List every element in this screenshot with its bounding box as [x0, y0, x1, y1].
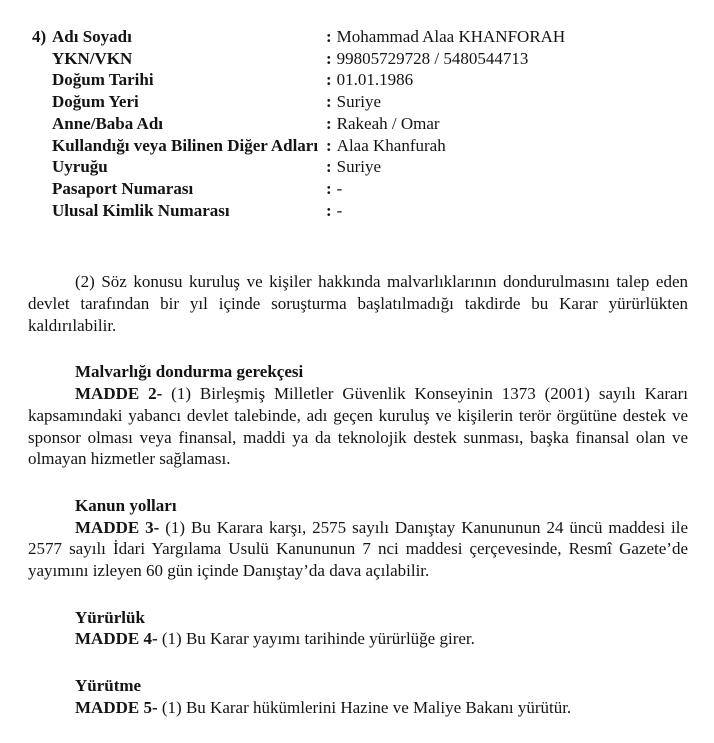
- article-4-label: MADDE 4-: [75, 629, 158, 649]
- field-separator: :: [326, 113, 332, 133]
- record-row-passport: [32, 178, 688, 200]
- field-label-ykn-vkn: YKN/VKN: [52, 48, 133, 68]
- article-4-body: (1) Bu Karar yayımı tarihinde yürürlüğe girer.: [157, 629, 475, 649]
- field-value-birth-date: 01.01.1986: [336, 70, 414, 90]
- field-value-parents: Rakeah / Omar: [336, 113, 440, 133]
- field-label-parents: Anne/Baba Adı: [52, 113, 164, 133]
- record-item-number: 4): [32, 27, 47, 46]
- field-separator: :: [326, 135, 332, 155]
- field-separator: :: [326, 200, 332, 220]
- record-row-birth-date: [32, 69, 688, 91]
- article-2-label: MADDE 2-: [75, 384, 163, 404]
- field-separator: :: [326, 92, 332, 112]
- article-3-body: (1) Bu Karara karşı, 2575 sayılı Danıştay Kanununun 24 üncü maddesi ile 2577 sayılı İdari Yargılama Usulü Kanununun 7 nci maddesi çerçevesinde, Resmî Gazete’de yayımını izleyen 60 gün içinde Danıştay’da dava açılabilir.: [28, 517, 688, 581]
- article-3-label: MADDE 3-: [75, 517, 160, 537]
- article-4-paragraph: [28, 628, 688, 650]
- field-label-passport: Pasaport Numarası: [52, 178, 194, 198]
- article-5-label: MADDE 5-: [75, 697, 158, 717]
- field-separator: :: [326, 27, 332, 46]
- field-label-national-id: Ulusal Kimlik Numarası: [52, 200, 230, 220]
- clause-2-paragraph: (2) Söz konusu kuruluş ve kişiler hakkında malvarlıklarının dondurulmasını talep eden devlet tarafından bir yıl içinde soruşturma başlatılmadığı takdirde bu Karar yürürlükten kaldırılabilir.: [28, 272, 688, 335]
- record-row-aliases: [32, 135, 688, 157]
- field-value-passport: -: [336, 178, 343, 198]
- article-3-paragraph: [28, 517, 688, 582]
- field-value-name: Mohammad Alaa KHANFORAH: [336, 27, 566, 46]
- field-value-nationality: Suriye: [336, 157, 382, 177]
- article-2-body: (1) Birleşmiş Milletler Güvenlik Konseyinin 1373 (2001) sayılı Kararı kapsamındaki yabancı devlet talebinde, adı geçen kuruluş ve kişilerin terör örgütüne destek ve sponsor olması veya finansal, maddi ya da teknolojik destek sunması, başka finansal olan ve olmayan hizmetler sağlaması.: [28, 384, 688, 469]
- section-heading-execution: Yürütme: [75, 676, 142, 696]
- article-5-paragraph: [28, 697, 688, 719]
- field-value-ykn-vkn: 99805729728 / 5480544713: [336, 48, 529, 68]
- section-heading-legal-remedies: Kanun yolları: [75, 495, 177, 515]
- article-2-paragraph: [28, 383, 688, 470]
- record-row-parents: [32, 113, 688, 135]
- field-label-birth-date: Doğum Tarihi: [52, 70, 154, 90]
- record-row-name: [32, 26, 688, 48]
- field-label-name: Adı Soyadı: [52, 27, 132, 46]
- field-value-aliases: Alaa Khanfurah: [336, 135, 446, 155]
- record-row-nationality: [32, 156, 688, 178]
- record-row-ykn-vkn: [32, 48, 688, 70]
- field-separator: :: [326, 157, 332, 177]
- article-5-body: (1) Bu Karar hükümlerini Hazine ve Maliye Bakanı yürütür.: [157, 697, 572, 717]
- field-separator: :: [326, 48, 332, 68]
- section-heading-freeze-justification: Malvarlığı dondurma gerekçesi: [75, 362, 304, 382]
- field-value-national-id: -: [336, 200, 343, 220]
- section-heading-entry-into-force: Yürürlük: [75, 607, 145, 627]
- field-value-birth-place: Suriye: [336, 92, 382, 112]
- field-separator: :: [326, 178, 332, 198]
- record-row-birth-place: [32, 91, 688, 113]
- field-label-birth-place: Doğum Yeri: [52, 92, 139, 112]
- record-row-national-id: [32, 200, 688, 222]
- field-label-nationality: Uyruğu: [52, 157, 108, 177]
- field-label-aliases: Kullandığı veya Bilinen Diğer Adları: [52, 135, 319, 155]
- field-separator: :: [326, 70, 332, 90]
- person-record: [32, 26, 688, 221]
